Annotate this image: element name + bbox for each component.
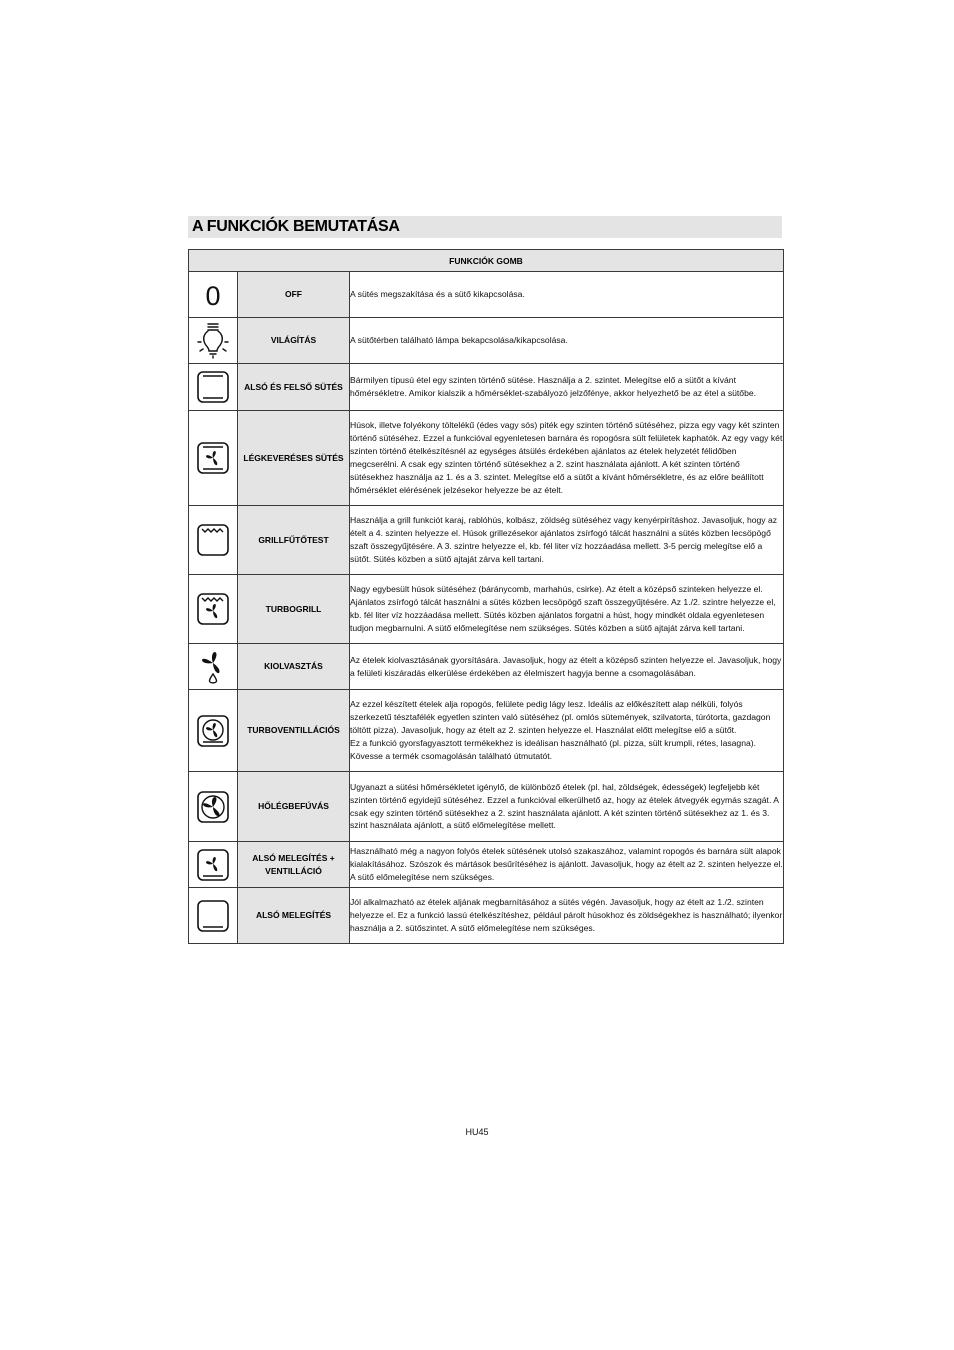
icon-cell xyxy=(189,411,238,506)
table-row xyxy=(189,364,784,411)
convection-bake-icon xyxy=(195,440,231,476)
function-description: Jól alkalmazható az ételek aljának megbarnításához a sütés végén. Javasoljuk, hogy az ételt az 1./2. szinten helyezze el. Ez a funkció lassú ételkészítéshez, például párolt húsokhoz és zöldségekhez is használható; ilyenkor használja a 2. sütőszintet. A sütő előmelegítése nem szükséges. xyxy=(350,888,784,944)
function-name: TURBOVENTILLÁCIÓS xyxy=(238,690,350,772)
zero-icon xyxy=(196,278,230,312)
icon-cell xyxy=(189,644,238,690)
top-bottom-heat-icon xyxy=(195,369,231,405)
icon-cell xyxy=(189,506,238,575)
svg-text:0: 0 xyxy=(205,280,221,311)
table-row xyxy=(189,411,784,506)
table-row xyxy=(189,644,784,690)
table-row xyxy=(189,575,784,644)
function-description: A sütőtérben található lámpa bekapcsolása/kikapcsolása. xyxy=(350,318,784,364)
lamp-icon xyxy=(195,322,231,360)
page-title: A FUNKCIÓK BEMUTATÁSA xyxy=(192,218,400,235)
section-heading-bar xyxy=(188,216,782,238)
table-row xyxy=(189,888,784,944)
function-name: LÉGKEVERÉSES SÜTÉS xyxy=(238,411,350,506)
bottom-heat-icon xyxy=(195,898,231,934)
function-name: HŐLÉGBEFÚVÁS xyxy=(238,772,350,842)
defrost-icon xyxy=(195,647,231,687)
bottom-fan-icon xyxy=(195,847,231,883)
grill-icon xyxy=(195,522,231,558)
function-description: Ugyanazt a sütési hőmérsékletet igénylő, de különböző ételek (pl. hal, zöldségek, édességek) legfeljebb két szinten történő egyidejű sütéséhez. Ezzel a funkcióval elkerülhető az, hogy az ételek átvegyék egymás szagát. A csak egy szinten történő sütésekhez a 2. szint használata ajánlott. A két szinten történő sütésekhez az 1. és 3. szint használata ajánlott, a sütő előmelegítése mellett. xyxy=(350,772,784,842)
function-description: Nagy egybesült húsok sütéséhez (báránycomb, marhahús, csirke). Az ételt a középső szinteken helyezze el. Ajánlatos zsírfogó tálcát használni a sütés közben lecsöpögő szaft összegyűjtésére. Az 1./2. szintre helyezze el, kb. fél liter víz hozzáadása mellett. Sütés közben ajánlatos forgatni a húst, hogy mindkét oldala egyenletesen tudjon megbarnulni. A sütő előmelegítése nem szükséges. Sütés közben a sütő ajtaját zárva kell tartani. xyxy=(350,575,784,644)
table-row xyxy=(189,506,784,575)
functions-table xyxy=(188,249,784,944)
icon-cell xyxy=(189,888,238,944)
table-row xyxy=(189,690,784,772)
function-name: OFF xyxy=(238,272,350,318)
function-description: Az ezzel készített ételek alja ropogós, felülete pedig lágy lesz. Ideális az előkészített alap nélküli, folyós szerkezetű tésztafélék egyetlen szinten való sütéséhez (pl. omlós sütemények, szilvatorta, túrótorta, gazdagon töltött pizza). Javasoljuk, hogy az ételt az 2. szinten helyezze el. Használat előtt melegítse elő a sütőt. Ez a funkció gyorsfagyasztott termékekhez is ideálisan használható (pl. pizza, sült krumpli, rétes, lasagna). Kövesse a termék csomagolásán található útmutatót. xyxy=(350,690,784,772)
function-description: Az ételek kiolvasztásának gyorsítására. Javasoljuk, hogy az ételt a középső szinten helyezze el. Javasoljuk, hogy a felületi kiszáradás elkerülése érdekében az élelmiszert hagyja benne a csomagolásában. xyxy=(350,644,784,690)
function-name: ALSÓ ÉS FELSŐ SÜTÉS xyxy=(238,364,350,411)
function-name: GRILLFŰTŐTEST xyxy=(238,506,350,575)
icon-cell xyxy=(189,772,238,842)
function-description: Használja a grill funkciót karaj, rablóhús, kolbász, zöldség sütéséhez vagy kenyérpirításhoz. Javasoljuk, hogy az ételt a 4. szinten helyezze el. Húsok grillezésekor ajánlatos zsírfogó tálcát használni a sütés közben lecsöpögő szaft összegyűjtésére. A 3. szintre helyezze el, kb. fél liter víz hozzáadása mellett. 3-5 percig melegítse elő a sütőt. Sütés közben a sütő ajtaját zárva kell tartani. xyxy=(350,506,784,575)
function-name: VILÁGÍTÁS xyxy=(238,318,350,364)
table-row xyxy=(189,318,784,364)
function-description: Bármilyen típusú étel egy szinten történő sütése. Használja a 2. szintet. Melegítse elő a sütőt a kívánt hőmérsékletre. Amikor kialszik a hőmérséklet-szabályozó jelzőfénye, akkor helyezhető be az étel a sütőbe. xyxy=(350,364,784,411)
table-row xyxy=(189,272,784,318)
function-description: A sütés megszakítása és a sütő kikapcsolása. xyxy=(350,272,784,318)
function-name: KIOLVASZTÁS xyxy=(238,644,350,690)
icon-cell xyxy=(189,364,238,411)
table-header: FUNKCIÓK GOMB xyxy=(189,250,784,272)
icon-cell xyxy=(189,690,238,772)
icon-cell xyxy=(189,575,238,644)
function-name: ALSÓ MELEGÍTÉS xyxy=(238,888,350,944)
table-row xyxy=(189,772,784,842)
table-row xyxy=(189,842,784,888)
hot-air-icon xyxy=(195,789,231,825)
turbo-fan-icon xyxy=(195,713,231,749)
function-name: TURBOGRILL xyxy=(238,575,350,644)
function-name: ALSÓ MELEGÍTÉS + VENTILLÁCIÓ xyxy=(238,842,350,888)
function-description: Használható még a nagyon folyós ételek sütésének utolsó szakaszához, valamint ropogós és barnára sült alapok kialakításához. Szószok és mártások besűrítéséhez is ajánlott. Javasoljuk, hogy az ételt az 2. szinten helyezze el. A sütő előmelegítése nem szükséges. xyxy=(350,842,784,888)
icon-cell xyxy=(189,842,238,888)
turbogrill-icon xyxy=(195,591,231,627)
page-number: HU45 xyxy=(465,1127,489,1137)
icon-cell xyxy=(189,272,238,318)
function-description: Húsok, illetve folyékony töltelékű (édes vagy sós) piték egy szinten történő sütéséhez, pizza egy vagy két szinten történő sütéséhez. Ezzel a funkcióval egyenletesen barnára és ropogósra sült felületek kaphatók. Az egy vagy két szinten történő ételkészítésnél az egységes átsülés érdekében ajánlatos az ételek helyzetét félidőben megcserélni. A csak egy szinten történő sütésekhez a 2. szint használata ajánlott. A két szinten történő sütésekhez használja az 1. és a 3. szintet. Melegítse elő a sütőt a kívánt hőmérsékletre, és az előre beállított hőmérséklet elérésének jelzésekor helyezze be az ételt. xyxy=(350,411,784,506)
icon-cell xyxy=(189,318,238,364)
